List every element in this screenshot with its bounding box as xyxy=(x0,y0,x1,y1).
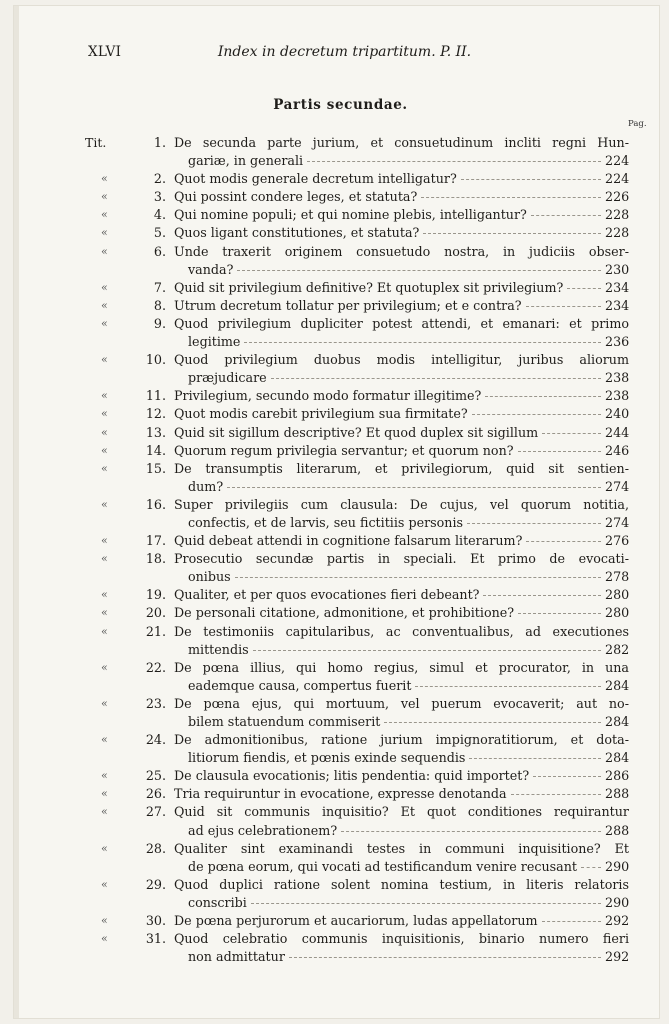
entry-text: Quid sit sigillum descriptive? Et quod duplex sit sigillum xyxy=(174,424,539,440)
running-head xyxy=(14,44,659,64)
toc-entry xyxy=(14,623,659,659)
entry-last-line xyxy=(174,912,629,930)
entry-body xyxy=(174,424,629,442)
entry-text-line: Quod privilegium duobus modis intelligitur, juribus aliorum xyxy=(174,352,629,368)
entry-body xyxy=(174,315,629,351)
entry-text: Quid sit privilegium definitive? Et quotuplex sit privilegium? xyxy=(174,279,564,295)
entry-text: confectis, et de larvis, seu fictitiis personis xyxy=(188,514,464,530)
page-reference: 290 xyxy=(605,858,630,874)
entry-number: 4. xyxy=(153,207,166,223)
entry-text: conscribi xyxy=(188,894,247,910)
page-reference: 284 xyxy=(605,677,630,693)
entry-number: 31. xyxy=(145,931,166,947)
dot-leader xyxy=(542,432,601,434)
entry-last-line xyxy=(174,261,629,279)
entry-number: 9. xyxy=(153,315,166,331)
entry-text: Qui possint condere leges, et statuta? xyxy=(174,189,418,205)
dot-leader xyxy=(472,413,601,415)
entry-body xyxy=(174,460,629,496)
entry-number: 22. xyxy=(145,659,166,675)
toc-entry xyxy=(14,550,659,586)
toc-entry xyxy=(14,659,659,695)
entry-number: 25. xyxy=(145,768,166,784)
toc-entry xyxy=(14,243,659,279)
dot-leader xyxy=(511,793,601,795)
page-reference: 240 xyxy=(605,406,630,422)
entry-text: Quot modis carebit privilegium sua firmitate? xyxy=(174,406,468,422)
entry-text: Quid debeat attendi in cognitione falsarum literarum? xyxy=(174,533,523,549)
entry-last-line xyxy=(174,822,629,840)
entry-body xyxy=(174,731,629,767)
entry-body xyxy=(174,785,629,803)
entry-last-line xyxy=(174,152,629,170)
entry-number: 2. xyxy=(153,171,166,187)
entry-text-line: De pœna illius, qui homo regius, simul et procurator, in una xyxy=(174,659,629,675)
entry-number: 23. xyxy=(145,695,166,711)
toc-entry xyxy=(14,351,659,387)
dot-leader xyxy=(567,287,601,289)
ditto-mark: « xyxy=(101,226,108,240)
dot-leader xyxy=(415,685,601,687)
dot-leader xyxy=(485,395,601,397)
entry-body xyxy=(174,803,629,839)
entry-last-line xyxy=(174,641,629,659)
entry-text: de pœna eorum, qui vocati ad testificandum venire recusant xyxy=(188,858,577,874)
entry-last-line xyxy=(174,514,629,532)
entry-number: 24. xyxy=(145,732,166,748)
entry-last-line xyxy=(174,424,629,442)
entry-last-line xyxy=(174,767,629,785)
ditto-mark: « xyxy=(101,497,108,511)
entry-text: Quos ligant constitutiones, et statuta? xyxy=(174,225,420,241)
ditto-mark: « xyxy=(101,208,108,222)
toc-entry xyxy=(14,695,659,731)
entry-text: non admittatur xyxy=(188,949,285,965)
entry-number: 29. xyxy=(145,876,166,892)
page-reference: 280 xyxy=(605,605,630,621)
toc-entry xyxy=(14,279,659,297)
entry-number: 13. xyxy=(145,424,166,440)
ditto-mark: « xyxy=(101,407,108,421)
toc-entry xyxy=(14,876,659,912)
ditto-mark: « xyxy=(101,190,108,204)
entry-number: 17. xyxy=(145,533,166,549)
page-reference: 234 xyxy=(605,297,630,313)
dot-leader xyxy=(271,377,601,379)
entry-text-line: Prosecutio secundæ partis in speciali. Et primo de evocati- xyxy=(174,551,629,567)
entry-text: litiorum fiendis, et pœnis exinde sequendis xyxy=(188,750,466,766)
entry-last-line xyxy=(174,677,629,695)
entry-text-line: Quod privilegium dupliciter potest attendi, et emanari: et primo xyxy=(174,315,629,331)
dot-leader xyxy=(251,902,601,904)
dot-leader xyxy=(518,450,601,452)
page-reference: 224 xyxy=(605,153,630,169)
toc-entry xyxy=(14,170,659,188)
entry-last-line xyxy=(174,188,629,206)
entry-last-line xyxy=(174,170,629,188)
entry-text: De personali citatione, admonitione, et prohibitione? xyxy=(174,605,515,621)
entry-body xyxy=(174,170,629,188)
entry-text: De pœna perjurorum et aucariorum, ludas appellatorum xyxy=(174,913,538,929)
entry-text-line: Unde traxerit originem consuetudo nostra, in judiciis obser- xyxy=(174,243,629,259)
entry-last-line xyxy=(174,785,629,803)
entry-number: 28. xyxy=(145,840,166,856)
page-reference: 284 xyxy=(605,750,630,766)
entry-body xyxy=(174,297,629,315)
dot-leader xyxy=(518,612,601,614)
dot-leader xyxy=(526,305,601,307)
entry-body xyxy=(174,550,629,586)
page-reference: 280 xyxy=(605,587,630,603)
entry-body xyxy=(174,188,629,206)
entry-last-line xyxy=(174,478,629,496)
entry-number: 12. xyxy=(145,406,166,422)
entry-body xyxy=(174,496,629,532)
toc-entry xyxy=(14,496,659,532)
entry-last-line xyxy=(174,224,629,242)
toc-entry xyxy=(14,912,659,930)
entry-number: 20. xyxy=(145,605,166,621)
page-reference: 278 xyxy=(605,569,630,585)
entry-last-line xyxy=(174,333,629,351)
entry-number: 15. xyxy=(145,460,166,476)
page-reference: 224 xyxy=(605,171,630,187)
entry-text-line: Quod celebratio communis inquisitionis, binario numero fieri xyxy=(174,931,629,947)
page-reference: 230 xyxy=(605,261,630,277)
page-reference: 290 xyxy=(605,894,630,910)
ditto-mark: « xyxy=(101,244,108,258)
entry-number: 7. xyxy=(153,279,166,295)
page-reference: 292 xyxy=(605,913,630,929)
running-title: Index in decretum tripartitum. P. II. xyxy=(217,44,472,60)
entry-last-line xyxy=(174,405,629,423)
toc-entry xyxy=(14,532,659,550)
entry-text: dum? xyxy=(188,478,224,494)
dot-leader xyxy=(533,775,601,777)
entry-body xyxy=(174,767,629,785)
dot-leader xyxy=(483,594,601,596)
page-reference: 236 xyxy=(605,334,630,350)
entry-body xyxy=(174,405,629,423)
entry-last-line xyxy=(174,442,629,460)
entry-body xyxy=(174,387,629,405)
entry-number: 6. xyxy=(153,243,166,259)
ditto-mark: « xyxy=(101,461,108,475)
toc-entry xyxy=(14,206,659,224)
entry-number: 18. xyxy=(145,551,166,567)
page-column-label: Pag. xyxy=(628,119,647,129)
entry-number: 1. xyxy=(153,135,166,150)
entry-last-line xyxy=(174,369,629,387)
page-reference: 282 xyxy=(605,641,630,657)
entry-text: Quorum regum privilegia servantur; et quorum non? xyxy=(174,442,514,458)
dot-leader xyxy=(384,721,601,723)
dot-leader xyxy=(423,232,601,234)
book-page xyxy=(14,6,659,1018)
ditto-mark: « xyxy=(101,353,108,367)
entry-text: vanda? xyxy=(188,261,234,277)
entry-last-line xyxy=(174,586,629,604)
entry-body xyxy=(174,224,629,242)
dot-leader xyxy=(227,486,601,488)
entry-last-line xyxy=(174,297,629,315)
toc-entry xyxy=(14,188,659,206)
ditto-mark: « xyxy=(101,914,108,928)
entry-body xyxy=(174,659,629,695)
toc-entry xyxy=(14,297,659,315)
ditto-mark: « xyxy=(101,660,108,674)
dot-leader xyxy=(341,830,601,832)
title-abbreviation: Tit. xyxy=(85,135,107,150)
entry-text-line: Quod duplici ratione solent nomina testium, in literis relatoris xyxy=(174,876,629,892)
entry-text: De clausula evocationis; litis pendentia: quid importet? xyxy=(174,768,530,784)
ditto-mark: « xyxy=(101,534,108,548)
entry-text: præjudicare xyxy=(188,370,267,386)
entry-number: 14. xyxy=(145,442,166,458)
ditto-mark: « xyxy=(101,877,108,891)
page-reference: 244 xyxy=(605,424,630,440)
page-reference: 276 xyxy=(605,533,630,549)
entry-last-line xyxy=(174,206,629,224)
toc-entry xyxy=(14,840,659,876)
page-reference: 234 xyxy=(605,279,630,295)
entry-text-line: De admonitionibus, ratione jurium impignoratitiorum, et dota- xyxy=(174,732,629,748)
entry-body xyxy=(174,586,629,604)
ditto-mark: « xyxy=(101,588,108,602)
dot-leader xyxy=(531,214,601,216)
toc-entry xyxy=(14,387,659,405)
dot-leader xyxy=(289,956,601,958)
toc-entry xyxy=(14,442,659,460)
entry-body xyxy=(174,206,629,224)
dot-leader xyxy=(581,866,601,868)
entry-last-line xyxy=(174,713,629,731)
ditto-mark: « xyxy=(101,733,108,747)
entry-text: bilem statuendum commiserit xyxy=(188,714,381,729)
page-number: XLVI xyxy=(88,44,122,60)
toc-entry xyxy=(14,930,659,966)
section-title: Partis secundae. xyxy=(273,97,408,113)
toc-entry xyxy=(14,315,659,351)
ditto-mark: « xyxy=(101,769,108,783)
ditto-mark: « xyxy=(101,552,108,566)
entry-number: 3. xyxy=(153,189,166,205)
entry-body xyxy=(174,930,629,966)
entry-text: eademque causa, compertus fuerit xyxy=(188,677,412,693)
entry-text-line: De transumptis literarum, et privilegiorum, quid sit sentien- xyxy=(174,460,629,476)
page-reference: 274 xyxy=(605,478,630,494)
entry-text: mittendis xyxy=(188,641,249,657)
entry-last-line xyxy=(174,532,629,550)
page-reference: 288 xyxy=(605,822,630,838)
entry-last-line xyxy=(174,604,629,622)
entry-last-line xyxy=(174,948,629,966)
ditto-mark: « xyxy=(101,298,108,312)
table-of-contents xyxy=(14,134,659,966)
dot-leader xyxy=(467,522,601,524)
ditto-mark: « xyxy=(101,841,108,855)
entry-text: Qualiter, et per quos evocationes fieri debeant? xyxy=(174,587,480,603)
entry-last-line xyxy=(174,749,629,767)
entry-number: 16. xyxy=(145,496,166,512)
entry-text: gariæ, in generali xyxy=(188,153,304,169)
toc-entry xyxy=(14,586,659,604)
entry-body xyxy=(174,243,629,279)
entry-body xyxy=(174,604,629,622)
page-reference: 284 xyxy=(605,714,630,729)
entry-body xyxy=(174,912,629,930)
dot-leader xyxy=(253,649,601,651)
entry-number: 19. xyxy=(145,587,166,603)
page-reference: 228 xyxy=(605,207,630,223)
page-reference: 228 xyxy=(605,225,630,241)
entry-number: 5. xyxy=(153,225,166,241)
entry-body xyxy=(174,623,629,659)
entry-text-line: De testimoniis capitularibus, ac conventualibus, ad executiones xyxy=(174,623,629,639)
dot-leader xyxy=(244,341,601,343)
entry-text: Quot modis generale decretum intelligatur? xyxy=(174,171,457,187)
toc-entry xyxy=(14,767,659,785)
entry-body xyxy=(174,442,629,460)
dot-leader xyxy=(461,178,601,180)
ditto-mark: « xyxy=(101,805,108,819)
entry-body xyxy=(174,532,629,550)
entry-number: 30. xyxy=(145,913,166,929)
dot-leader xyxy=(235,576,601,578)
entry-body xyxy=(174,695,629,731)
ditto-mark: « xyxy=(101,172,108,186)
toc-entry xyxy=(14,405,659,423)
page-reference: 246 xyxy=(605,442,630,458)
entry-text: Tria requiruntur in evocatione, expresse denotanda xyxy=(174,786,507,802)
dot-leader xyxy=(307,160,601,162)
page-reference: 226 xyxy=(605,189,630,205)
entry-text: Privilegium, secundo modo formatur illegitime? xyxy=(174,388,482,404)
entry-number: 27. xyxy=(145,804,166,820)
entry-last-line xyxy=(174,858,629,876)
page-reference: 274 xyxy=(605,514,630,530)
dot-leader xyxy=(237,269,601,271)
ditto-mark: « xyxy=(101,425,108,439)
entry-last-line xyxy=(174,568,629,586)
entry-number: 26. xyxy=(145,786,166,802)
toc-entry xyxy=(14,224,659,242)
toc-entry xyxy=(14,731,659,767)
toc-entry xyxy=(14,785,659,803)
entry-text-line: Super privilegiis cum clausula: De cujus, vel quorum notitia, xyxy=(174,496,629,512)
entry-last-line xyxy=(174,387,629,405)
entry-number: 10. xyxy=(145,352,166,368)
entry-number: 11. xyxy=(145,388,166,404)
ditto-mark: « xyxy=(101,443,108,457)
entry-last-line xyxy=(174,894,629,912)
dot-leader xyxy=(469,757,601,759)
ditto-mark: « xyxy=(101,696,108,710)
dot-leader xyxy=(542,920,601,922)
page-reference: 286 xyxy=(605,768,630,784)
entry-body xyxy=(174,279,629,297)
dot-leader xyxy=(526,540,601,542)
entry-text: legitime xyxy=(188,334,241,350)
toc-entry xyxy=(14,604,659,622)
entry-text: onibus xyxy=(188,569,231,585)
entry-text-line: De pœna ejus, qui mortuum, vel puerum evocaverit; aut no- xyxy=(174,695,629,711)
ditto-mark: « xyxy=(101,280,108,294)
entry-body xyxy=(174,840,629,876)
entry-body xyxy=(174,134,629,170)
ditto-mark: « xyxy=(101,932,108,946)
entry-text-line: Quid sit communis inquisitio? Et quot conditiones requirantur xyxy=(174,804,629,820)
entry-text-line: De secunda parte jurium, et consuetudinum incliti regni Hun- xyxy=(174,135,629,150)
ditto-mark: « xyxy=(101,389,108,403)
entry-number: 8. xyxy=(153,297,166,313)
toc-entry xyxy=(14,803,659,839)
ditto-mark: « xyxy=(101,787,108,801)
page-reference: 288 xyxy=(605,786,630,802)
entry-text: ad ejus celebrationem? xyxy=(188,822,338,838)
toc-entry xyxy=(14,460,659,496)
entry-text: Qui nomine populi; et qui nomine plebis, intelligantur? xyxy=(174,207,527,223)
ditto-mark: « xyxy=(101,316,108,330)
entry-text: Utrum decretum tollatur per privilegium; et e contra? xyxy=(174,297,522,313)
ditto-mark: « xyxy=(101,624,108,638)
entry-text-line: Qualiter sint examinandi testes in communi inquisitione? Et xyxy=(174,840,629,856)
page-reference: 238 xyxy=(605,388,630,404)
entry-last-line xyxy=(174,279,629,297)
entry-body xyxy=(174,351,629,387)
page-reference: 238 xyxy=(605,370,630,386)
entry-body xyxy=(174,876,629,912)
entry-number: 21. xyxy=(145,623,166,639)
toc-entry xyxy=(14,134,659,170)
ditto-mark: « xyxy=(101,606,108,620)
page-reference: 292 xyxy=(605,949,630,965)
toc-entry xyxy=(14,424,659,442)
dot-leader xyxy=(421,196,601,198)
